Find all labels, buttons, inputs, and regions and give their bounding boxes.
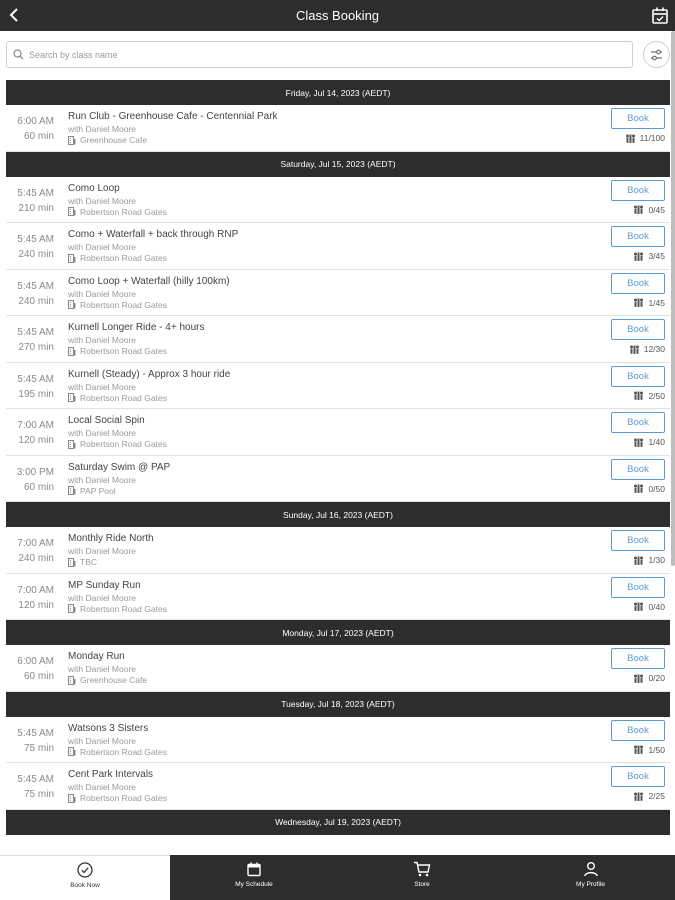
class-time: 5:45 AM	[17, 774, 54, 785]
class-name: Como Loop	[68, 182, 120, 194]
class-location	[68, 604, 167, 614]
building-icon	[68, 486, 76, 495]
capacity-label: 1/45	[648, 297, 665, 308]
class-capacity	[633, 251, 665, 261]
book-button[interactable]: Book	[611, 366, 665, 387]
page-title: Class Booking	[295, 8, 380, 23]
day-header: Wednesday, Jul 19, 2023 (AEDT)	[6, 810, 670, 835]
class-instructor: with Daniel Moore	[68, 474, 137, 485]
tab-label: My Schedule	[235, 881, 273, 888]
top-bar	[0, 0, 675, 31]
tab-label: Store	[414, 881, 430, 888]
class-capacity	[633, 298, 665, 308]
book-button[interactable]: Book	[611, 766, 665, 787]
class-duration: 120 min	[18, 599, 54, 611]
tab-label: Book Now	[70, 882, 100, 889]
class-location	[68, 747, 167, 757]
class-name: Local Social Spin	[68, 415, 145, 426]
class-time: 5:45 AM	[17, 234, 54, 245]
location-label: Greenhouse Cafe	[80, 135, 148, 145]
class-name: Como Loop + Waterfall (hilly 100km)	[68, 275, 230, 287]
location-label: Robertson Road Gates	[80, 299, 167, 310]
class-location	[68, 135, 147, 145]
class-duration: 195 min	[18, 388, 54, 400]
capacity-label: 1/30	[648, 555, 665, 565]
location-label: Robertson Road Gates	[80, 206, 167, 217]
class-capacity	[633, 391, 665, 401]
class-location	[68, 486, 116, 496]
class-row[interactable]	[6, 717, 670, 764]
tab-label: My Profile	[576, 881, 605, 888]
class-row[interactable]	[6, 177, 670, 224]
scrollbar[interactable]	[671, 31, 675, 566]
people-icon	[633, 745, 644, 754]
people-icon	[633, 391, 644, 400]
class-row[interactable]	[6, 645, 670, 692]
capacity-label: 0/20	[648, 673, 665, 683]
capacity-label: 2/25	[648, 791, 665, 801]
class-list	[0, 80, 675, 835]
calendar-icon	[246, 861, 262, 877]
class-name: Como + Waterfall + back through RNP	[68, 229, 239, 240]
capacity-label: 11/100	[639, 133, 665, 143]
people-icon	[633, 674, 644, 683]
people-icon	[633, 438, 644, 447]
people-icon	[633, 205, 644, 214]
location-label: Robertson Road Gates	[80, 603, 167, 614]
book-button[interactable]: Book	[611, 180, 665, 201]
building-icon	[68, 207, 76, 216]
location-label: TBC	[80, 557, 97, 567]
class-time: 7:00 AM	[17, 420, 54, 431]
capacity-label: 3/45	[648, 251, 665, 261]
class-name: Saturday Swim @ PAP	[68, 461, 171, 473]
class-location	[68, 207, 167, 217]
day-header: Tuesday, Jul 18, 2023 (AEDT)	[6, 692, 670, 717]
class-duration: 210 min	[18, 202, 54, 214]
people-icon	[633, 792, 644, 801]
location-label: PAP Pool	[80, 485, 116, 496]
capacity-label: 0/45	[648, 204, 665, 215]
class-row[interactable]	[6, 105, 670, 152]
class-time: 7:00 AM	[17, 584, 54, 596]
book-button[interactable]: Book	[611, 108, 665, 129]
class-instructor: with Daniel Moore	[68, 335, 137, 345]
class-location	[68, 346, 167, 356]
class-instructor: with Daniel Moore	[68, 782, 137, 792]
capacity-label: 12/30	[643, 344, 665, 354]
class-name: Kurnell (Steady) - Approx 3 hour ride	[68, 368, 231, 380]
class-capacity	[633, 745, 665, 755]
class-time: 5:45 AM	[17, 727, 54, 739]
class-instructor: with Daniel Moore	[68, 242, 137, 252]
capacity-label: 0/40	[648, 601, 665, 612]
book-button[interactable]: Book	[611, 577, 665, 598]
capacity-label: 1/40	[648, 437, 665, 447]
class-name: Monday Run	[68, 651, 125, 662]
building-icon	[68, 676, 76, 685]
class-row[interactable]	[6, 574, 670, 621]
day-header: Monday, Jul 17, 2023 (AEDT)	[6, 620, 670, 645]
class-row[interactable]	[6, 763, 670, 810]
capacity-label: 0/50	[648, 483, 665, 494]
person-icon	[583, 861, 599, 877]
search-bar	[6, 41, 633, 68]
bottom-nav	[0, 855, 675, 900]
class-duration: 270 min	[18, 342, 54, 353]
calendar-check-icon[interactable]	[651, 6, 669, 25]
book-button[interactable]: Book	[611, 720, 665, 741]
class-name: MP Sunday Run	[68, 579, 141, 591]
class-instructor: with Daniel Moore	[68, 195, 137, 206]
building-icon	[68, 558, 76, 567]
filter-sliders-icon	[650, 49, 663, 61]
location-label: Robertson Road Gates	[80, 439, 167, 449]
class-duration: 240 min	[18, 295, 54, 307]
class-instructor: with Daniel Moore	[68, 546, 137, 556]
class-row[interactable]	[6, 223, 670, 270]
book-button[interactable]: Book	[611, 273, 665, 294]
class-time: 6:00 AM	[17, 656, 54, 667]
back-arrow-icon[interactable]	[6, 5, 22, 25]
class-location	[68, 393, 167, 403]
class-time: 5:45 AM	[17, 327, 54, 338]
class-instructor: with Daniel Moore	[68, 664, 137, 674]
book-button[interactable]: Book	[611, 226, 665, 247]
class-capacity	[633, 484, 665, 494]
building-icon	[68, 747, 76, 756]
class-location	[68, 253, 167, 263]
class-name: Run Club - Greenhouse Cafe - Centennial Park	[68, 111, 278, 122]
class-duration: 120 min	[18, 435, 54, 446]
class-instructor: with Daniel Moore	[68, 428, 137, 438]
class-duration: 60 min	[23, 131, 54, 142]
search-input[interactable]	[29, 50, 609, 60]
book-button[interactable]: Book	[611, 648, 665, 669]
class-name: Monthly Ride North	[68, 533, 154, 544]
class-time: 3:00 PM	[16, 466, 54, 478]
class-duration: 60 min	[23, 671, 54, 682]
class-row[interactable]	[6, 527, 670, 574]
class-time: 7:00 AM	[17, 538, 54, 549]
book-button[interactable]: Book	[611, 412, 665, 433]
building-icon	[68, 604, 76, 613]
class-instructor: with Daniel Moore	[68, 288, 137, 299]
location-label: Robertson Road Gates	[80, 253, 167, 263]
people-icon	[633, 556, 644, 565]
tab-my-profile[interactable]	[506, 855, 675, 900]
day-header: Saturday, Jul 15, 2023 (AEDT)	[6, 152, 670, 177]
class-capacity	[633, 602, 665, 612]
people-icon	[633, 484, 644, 493]
people-icon	[633, 602, 644, 611]
class-duration: 240 min	[18, 249, 54, 260]
building-icon	[68, 136, 76, 145]
cart-icon	[413, 861, 431, 877]
class-instructor: with Daniel Moore	[68, 381, 137, 392]
class-location	[68, 300, 167, 310]
day-header: Friday, Jul 14, 2023 (AEDT)	[6, 80, 670, 105]
building-icon	[68, 794, 76, 803]
tab-store[interactable]	[338, 855, 506, 900]
class-row[interactable]	[6, 409, 670, 456]
people-icon	[629, 345, 640, 354]
class-time: 6:00 AM	[17, 116, 54, 127]
location-label: Robertson Road Gates	[80, 392, 167, 403]
capacity-label: 1/50	[648, 744, 665, 755]
location-label: Robertson Road Gates	[80, 793, 167, 803]
class-row[interactable]	[6, 363, 670, 410]
class-capacity	[629, 344, 665, 354]
filter-button[interactable]	[643, 41, 670, 68]
capacity-label: 2/50	[648, 390, 665, 401]
book-button[interactable]: Book	[611, 530, 665, 551]
class-capacity	[633, 555, 665, 565]
class-location	[68, 439, 167, 449]
people-icon	[633, 298, 644, 307]
tab-my-schedule[interactable]	[170, 855, 338, 900]
class-duration: 75 min	[23, 789, 54, 800]
class-location	[68, 675, 147, 685]
class-time: 5:45 AM	[17, 373, 54, 385]
book-button[interactable]: Book	[611, 319, 665, 340]
building-icon	[68, 300, 76, 309]
class-name: Watsons 3 Sisters	[68, 722, 149, 734]
class-location	[68, 793, 167, 803]
book-button[interactable]: Book	[611, 459, 665, 480]
class-row[interactable]	[6, 456, 670, 503]
class-row[interactable]	[6, 270, 670, 317]
check-circle-icon	[77, 862, 93, 878]
class-duration: 75 min	[23, 742, 54, 754]
location-label: Greenhouse Cafe	[80, 675, 148, 685]
class-duration: 60 min	[23, 481, 54, 493]
location-label: Robertson Road Gates	[80, 746, 167, 757]
day-header: Sunday, Jul 16, 2023 (AEDT)	[6, 502, 670, 527]
location-label: Robertson Road Gates	[80, 346, 167, 356]
class-time: 5:45 AM	[17, 280, 54, 292]
building-icon	[68, 254, 76, 263]
people-icon	[625, 134, 636, 143]
class-duration: 240 min	[18, 553, 54, 564]
class-instructor: with Daniel Moore	[68, 735, 137, 746]
class-name: Cent Park Intervals	[68, 769, 154, 780]
building-icon	[68, 440, 76, 449]
class-instructor: with Daniel Moore	[68, 592, 137, 603]
class-time: 5:45 AM	[17, 187, 54, 199]
building-icon	[68, 347, 76, 356]
class-row[interactable]	[6, 316, 670, 363]
people-icon	[633, 252, 644, 261]
class-capacity	[633, 673, 665, 683]
class-capacity	[633, 205, 665, 215]
class-capacity	[625, 133, 665, 143]
search-icon	[13, 49, 24, 60]
class-location	[68, 557, 97, 567]
building-icon	[68, 393, 76, 402]
class-instructor: with Daniel Moore	[68, 124, 137, 134]
class-capacity	[633, 437, 665, 447]
class-name: Kurnell Longer Ride - 4+ hours	[68, 322, 205, 333]
class-capacity	[633, 791, 665, 801]
tab-book-now[interactable]	[0, 855, 170, 900]
